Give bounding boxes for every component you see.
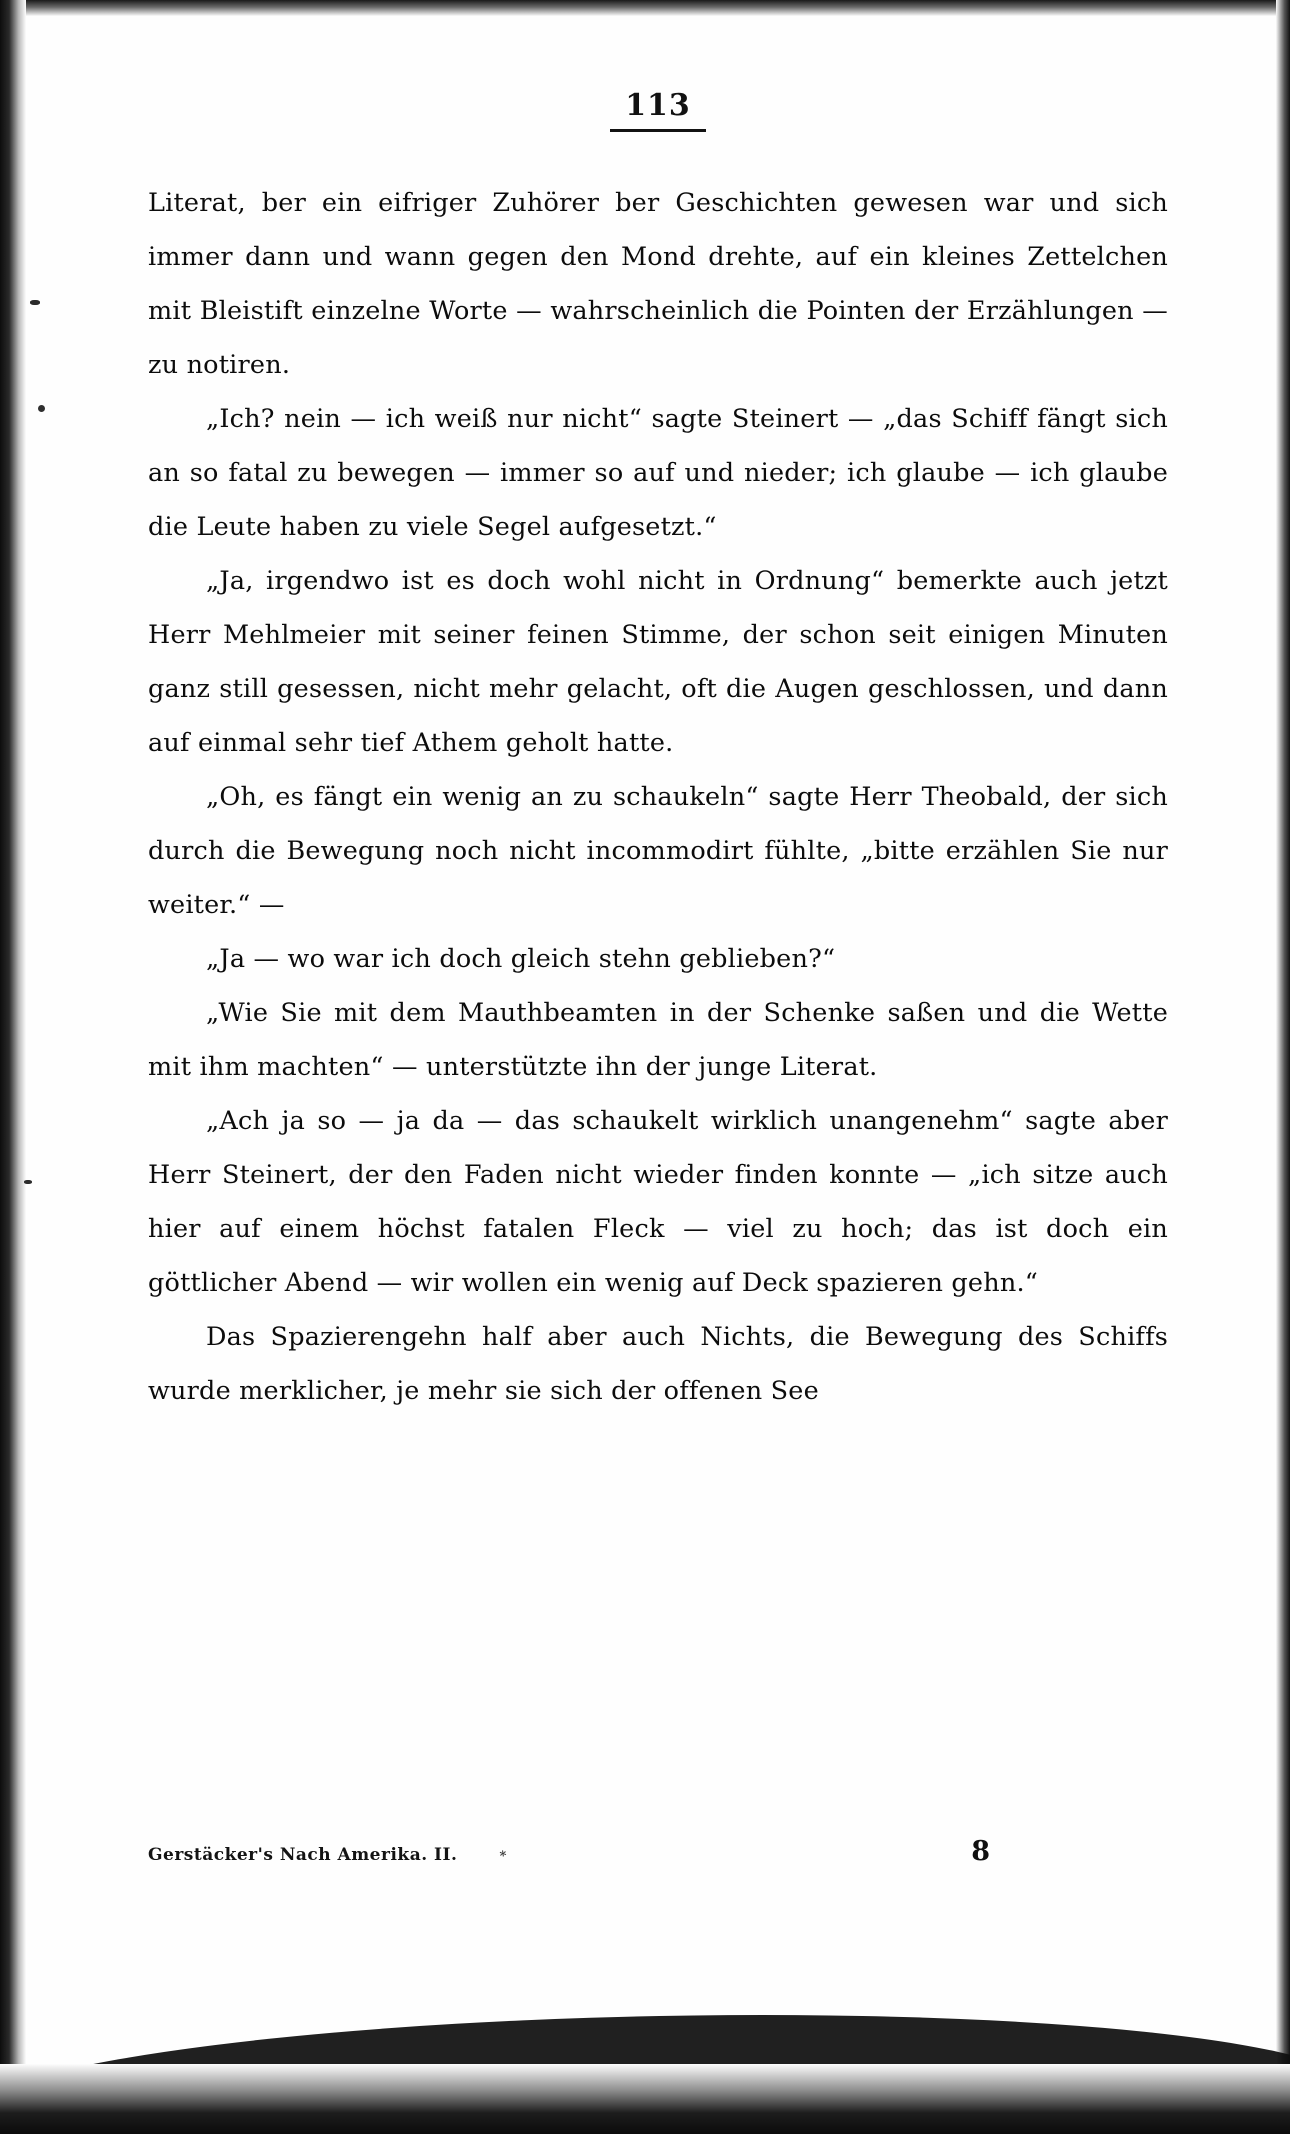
margin-dot: [38, 405, 45, 412]
signature-line: [148, 1845, 507, 1865]
signature-text: Gerstäcker's Nach Amerika. II.: [148, 1845, 458, 1865]
scan-speck: [30, 300, 40, 305]
paragraph: „Oh, es fängt ein wenig an zu schaukeln“ sagte Herr Theobald, der sich durch die Bewegung noch nicht incommodirt fühlte, „bitte erzählen Sie nur weiter.“ —: [148, 782, 1168, 920]
scan-edge-right: [1276, 0, 1290, 2134]
paragraph: „Ja — wo war ich doch gleich stehn geblieben?“: [206, 944, 836, 974]
paragraph: „Ach ja so — ja da — das schaukelt wirklich unangenehm“ sagte aber Herr Steinert, der den Faden nicht wieder finden konnte — „ich sitze auch hier auf einem höchst fatalen Fleck — viel zu hoch; das ist doch ein göttlicher Abend — wir wollen ein wenig auf Deck spazieren gehn.“: [148, 1106, 1168, 1298]
page-content: [148, 88, 1168, 1418]
page-number: 113: [625, 88, 691, 123]
paragraph: „Ja, irgendwo ist es doch wohl nicht in Ordnung“ bemerkte auch jetzt Herr Mehlmeier mit seiner feinen Stimme, der schon seit einigen Minuten ganz still gesessen, nicht mehr gelacht, oft die Augen geschlossen, und dann auf einmal sehr tief Athem geholt hatte.: [148, 566, 1168, 758]
page-footer: [148, 1836, 1168, 1867]
scan-edge-bottom: [0, 2064, 1290, 2134]
paragraph: „Ich? nein — ich weiß nur nicht“ sagte Steinert — „das Schiff fängt sich an so fatal zu bewegen — immer so auf und nieder; ich glaube — ich glaube die Leute haben zu viele Segel aufgesetzt.“: [148, 404, 1168, 542]
scan-speck: [24, 1180, 32, 1184]
paragraph: Literat, ber ein eifriger Zuhörer ber Geschichten gewesen war und sich immer dann und wann gegen den Mond drehte, auf ein kleines Zettelchen mit Bleistift einzelne Worte — wahrscheinlich die Pointen der Erzählungen — zu notiren.: [148, 188, 1168, 380]
body-text: [148, 176, 1168, 1418]
sheet-number: 8: [971, 1836, 990, 1867]
paragraph: Das Spazierengehn half aber auch Nichts, die Bewegung des Schiffs wurde merklicher, je mehr sie sich der offenen See: [148, 1322, 1168, 1406]
signature-mark: *: [498, 1848, 509, 1865]
paragraph: „Wie Sie mit dem Mauthbeamten in der Schenke saßen und die Wette mit ihm machten“ — unterstützte ihn der junge Literat.: [148, 998, 1168, 1082]
scan-edge-left: [0, 0, 26, 2134]
page-number-rule: [610, 129, 706, 132]
scan-edge-top: [0, 0, 1290, 16]
